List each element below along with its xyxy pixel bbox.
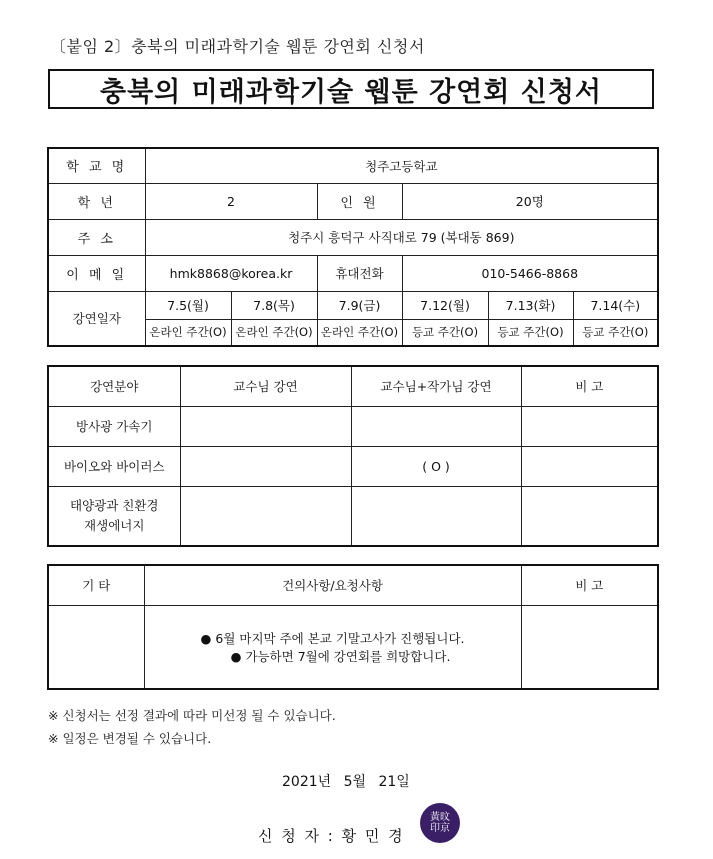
etc-cell (48, 605, 144, 689)
field-name: 바이오와 바이러스 (48, 446, 180, 486)
table-row (48, 446, 658, 486)
prof-writer-cell: ( O ) (351, 446, 521, 486)
request-header: 건의사항/요청사항 (144, 565, 521, 605)
prof-writer-cell (351, 486, 521, 546)
applicant-name: 신 청 자 : 황 민 경 (258, 827, 405, 845)
prof-header: 교수님 강연 (180, 366, 351, 406)
field-name: 방사광 가속기 (48, 406, 180, 446)
request-table (47, 564, 659, 690)
count-label: 인 원 (317, 183, 402, 219)
prof-cell (180, 486, 351, 546)
seal-text: 黃旼 印京 (430, 812, 450, 834)
application-date: 2021년 5월 21일 (282, 774, 410, 790)
remark-cell (521, 406, 658, 446)
lecture-mode: 온라인 주간(O) (317, 319, 402, 346)
phone-value: 010-5466-8868 (402, 255, 658, 291)
etc-header: 기 타 (48, 565, 144, 605)
school-value: 청주고등학교 (145, 148, 658, 183)
lecture-mode: 등교 주간(O) (402, 319, 488, 346)
remark-cell (521, 446, 658, 486)
email-label: 이 메 일 (48, 255, 145, 291)
phone-label: 휴대전화 (317, 255, 402, 291)
prof-cell (180, 446, 351, 486)
seal-stamp (420, 803, 460, 843)
lecture-mode: 온라인 주간(O) (145, 319, 231, 346)
lecture-mode: 온라인 주간(O) (231, 319, 317, 346)
notice-line: ※ 신청서는 선정 결과에 따라 미선정 될 수 있습니다. (48, 708, 336, 723)
prof-writer-cell (351, 406, 521, 446)
request-cell (144, 605, 521, 689)
email-value: hmk8868@korea.kr (145, 255, 317, 291)
lecture-mode: 등교 주간(O) (573, 319, 658, 346)
field-header: 강연분야 (48, 366, 180, 406)
grade-label: 학 년 (48, 183, 145, 219)
lecture-date: 7.12(월) (402, 291, 488, 319)
field-name: 태양광과 친환경 재생에너지 (48, 486, 180, 546)
lecture-date: 7.13(화) (488, 291, 573, 319)
count-value: 20명 (402, 183, 658, 219)
document-title: 충북의 미래과학기술 웹툰 강연회 신청서 (48, 69, 654, 109)
table-row (48, 486, 658, 546)
request-line: ● 가능하면 7월에 강연회를 희망합니다. (230, 648, 451, 664)
attachment-label: 〔붙임 2〕충북의 미래과학기술 웹툰 강연회 신청서 (50, 37, 425, 56)
remark-header: 비 고 (521, 366, 658, 406)
lecture-date-label: 강연일자 (48, 291, 145, 346)
lecture-date: 7.14(수) (573, 291, 658, 319)
lecture-date: 7.8(목) (231, 291, 317, 319)
address-label: 주 소 (48, 219, 145, 255)
table-row (48, 406, 658, 446)
prof-cell (180, 406, 351, 446)
remark-cell (521, 486, 658, 546)
etc-remark-cell (521, 605, 658, 689)
etc-remark-header: 비 고 (521, 565, 658, 605)
lecture-field-table (47, 365, 659, 547)
info-table (47, 147, 659, 347)
lecture-date: 7.9(금) (317, 291, 402, 319)
address-value: 청주시 흥덕구 사직대로 79 (복대동 869) (145, 219, 658, 255)
notice-line: ※ 일정은 변경될 수 있습니다. (48, 731, 212, 746)
lecture-mode: 등교 주간(O) (488, 319, 573, 346)
prof-writer-header: 교수님+작가님 강연 (351, 366, 521, 406)
request-line: ● 6월 마지막 주에 본교 기말고사가 진행됩니다. (200, 630, 465, 646)
grade-value: 2 (145, 183, 317, 219)
school-label: 학 교 명 (48, 148, 145, 183)
lecture-date: 7.5(월) (145, 291, 231, 319)
